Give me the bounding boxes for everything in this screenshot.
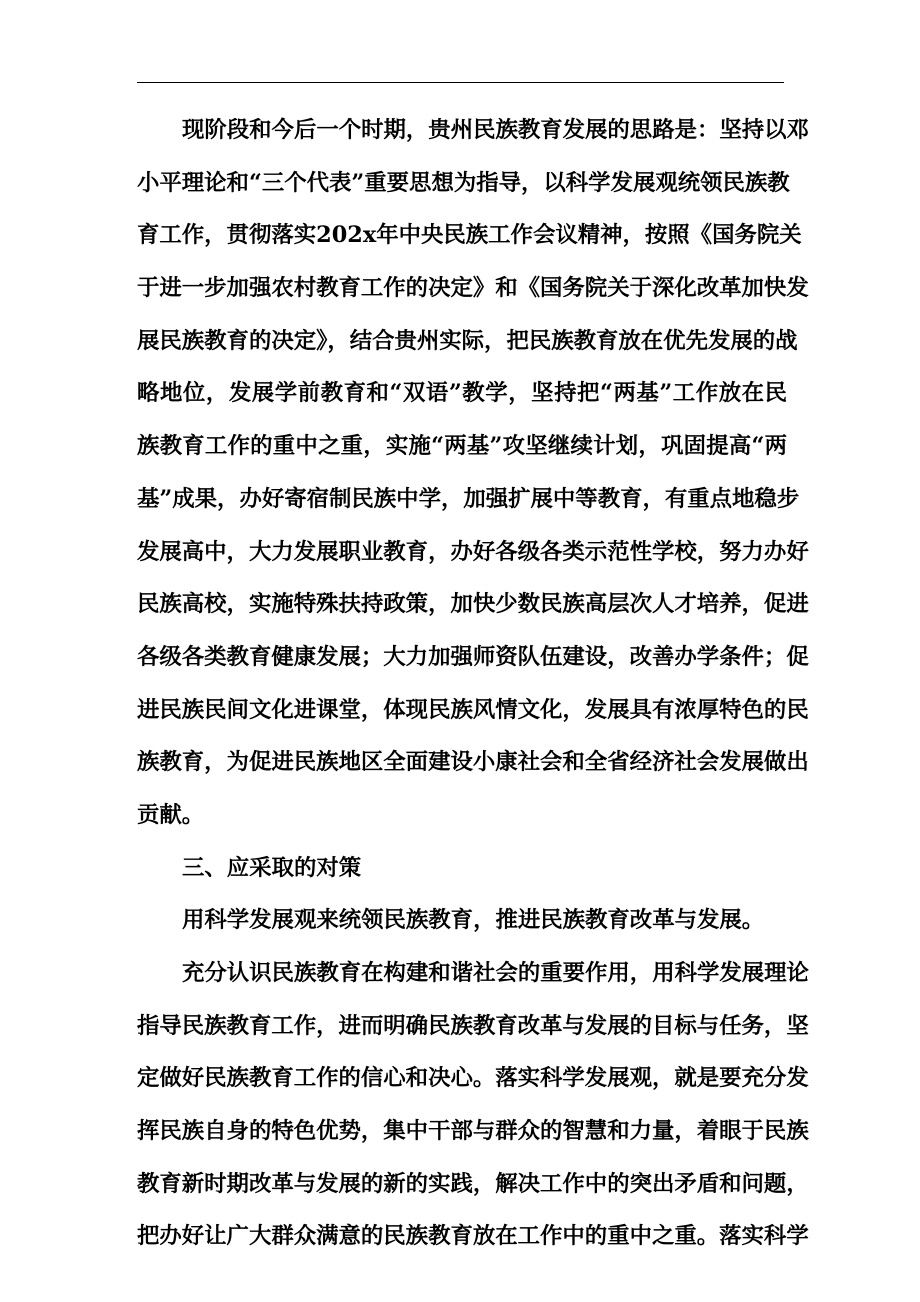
paragraph-line: 基”成果，办好寄宿制民族中学，加强扩展中等教育，有重点地稳步 — [137, 485, 800, 512]
paragraph-line: 定做好民族教育工作的信心和决心。落实科学发展观，就是要充分发 — [137, 1065, 809, 1092]
subheading: 用科学发展观来统领民族教育，推进民族教育改革与发展。 — [182, 907, 765, 934]
paragraph-line: 教育新时期改革与发展的新的实践，解决工作中的突出矛盾和问题， — [137, 1170, 809, 1197]
paragraph-line: 把办好让广大群众满意的民族教育放在工作中的重中之重。落实科学 — [137, 1223, 809, 1250]
paragraph-line: 族教育工作的重中之重，实施“两基”攻坚继续计划，巩固提高“两 — [137, 433, 787, 460]
paragraph-line: 略地位，发展学前教育和“双语”教学，坚持把“两基”工作放在民 — [137, 380, 787, 407]
header-rule — [137, 82, 784, 83]
paragraph-line: 育工作，贯彻落实202x年中央民族工作会议精神，按照《国务院关 — [137, 222, 802, 249]
paragraph-line: 指导民族教育工作，进而明确民族教育改革与发展的目标与任务，坚 — [137, 1012, 809, 1039]
paragraph-scientific-development — [137, 947, 809, 1263]
section-heading: 三、应采取的对策 — [182, 854, 362, 881]
paragraph-line: 小平理论和“三个代表”重要思想为指导，以科学发展观统领民族教 — [137, 169, 790, 196]
paragraph-line: 族教育，为促进民族地区全面建设小康社会和全省经济社会发展做出 — [137, 749, 809, 776]
paragraph-line: 于进一步加强农村教育工作的决定》和《国务院关于深化改革加快发 — [137, 275, 809, 302]
paragraph-line: 现阶段和今后一个时期，贵州民族教育发展的思路是：坚持以邓 — [182, 117, 809, 143]
paragraph-line: 贡献。 — [137, 801, 205, 828]
paragraph-line: 展民族教育的决定》，结合贵州实际，把民族教育放在优先发展的战 — [137, 327, 798, 354]
paragraph-line: 挥民族自身的特色优势，集中干部与群众的智慧和力量，着眼于民族 — [137, 1118, 809, 1145]
document-body — [137, 104, 809, 1263]
paragraph-line: 发展高中，大力发展职业教育，办好各级各类示范性学校，努力办好 — [137, 538, 809, 565]
paragraph-line: 民族高校，实施特殊扶持政策，加快少数民族高层次人才培养，促进 — [137, 591, 809, 618]
paragraph-line: 各级各类教育健康发展；大力加强师资队伍建设，改善办学条件；促 — [137, 643, 809, 670]
paragraph-line: 充分认识民族教育在构建和谐社会的重要作用，用科学发展理论 — [182, 960, 809, 986]
paragraph-development-approach — [137, 104, 809, 842]
paragraph-line: 进民族民间文化进课堂，体现民族风情文化，发展具有浓厚特色的民 — [137, 696, 809, 723]
